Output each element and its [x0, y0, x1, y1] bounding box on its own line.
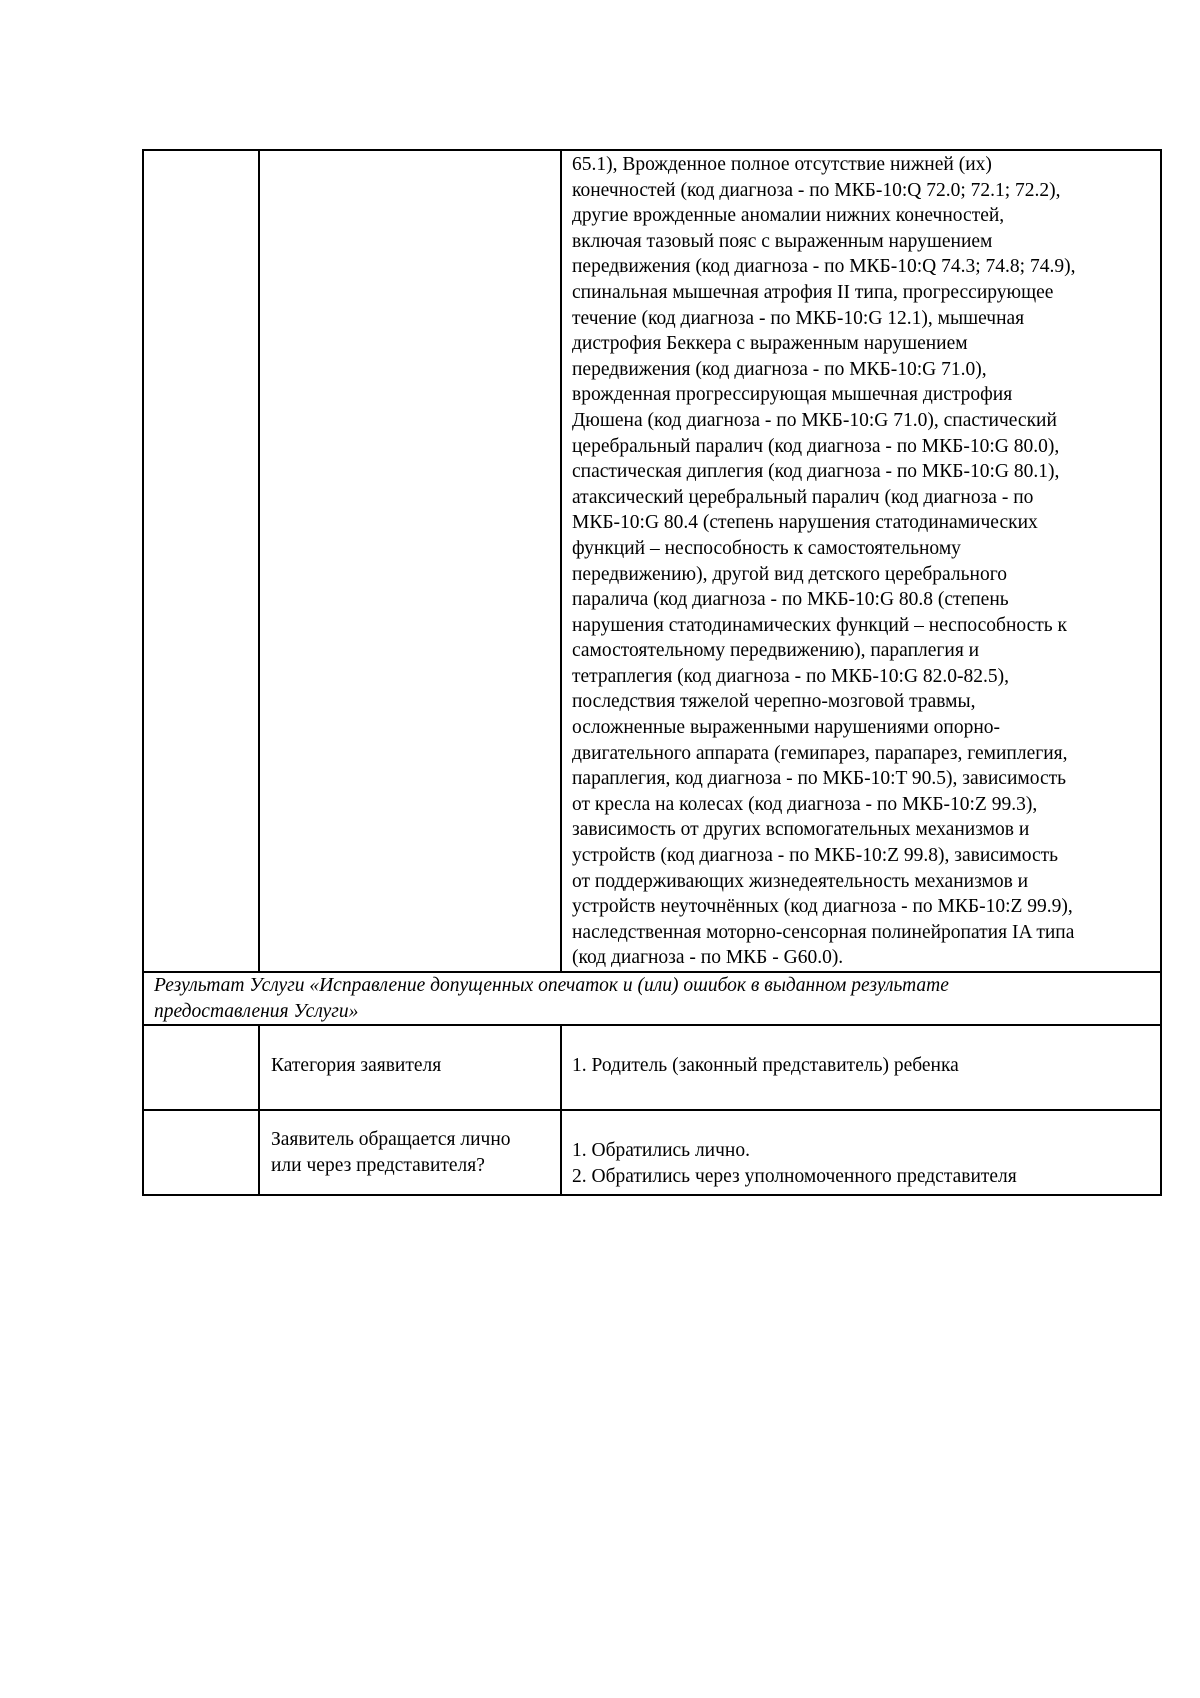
diagnoses-text: 65.1), Врожденное полное отсутствие нижней (их) конечностей (код диагноза - по МКБ-10:Q 72.0; 72.1; 72.2), другие врожденные аномалии нижних конечностей, включая тазовый пояс с выраженным нарушением передвижения (код диагноза - по МКБ-10:Q 74.3; 74.8; 74.9), спинальная мышечная атрофия II типа, прогрессирующее течение (код диагноза - по МКБ-10:G 12.1), мышечная дистрофия Беккера с выраженным нарушением передвижения (код диагноза - по МКБ-10:G 71.0), врожденная прогрессирующая мышечная дистрофия Дюшена (код диагноза - по МКБ-10:G 71.0), спастический церебральный паралич (код диагноза - по МКБ-10:G 80.0), спастическая диплегия (код диагноза - по МКБ-10:G 80.1), атаксический церебральный паралич (код диагноза - по МКБ-10:G 80.4 (степень нарушения статодинамических функций – неспособность к самостоятельному передвижению), другой вид детского церебрального паралича (код диагноза - по МКБ-10:G 80.8 (степень нарушения статодинамических функций – неспособность к самостоятельному передвижению), параплегия и тетраплегия (код диагноза - по МКБ-10:G 82.0-82.5), последствия тяжелой черепно-мозговой травмы, осложненные выраженными нарушениями опорно- двигательного аппарата (гемипарез, парапарез, гемиплегия, параплегия, код диагноза - по МКБ-10:T 90.5), зависимость от кресла на колесах (код диагноза - по МКБ-10:Z 99.3), зависимость от других вспомогательных механизмов и устройств (код диагноза - по МКБ-10:Z 99.8), зависимость от поддерживающих жизнедеятельность механизмов и устройств неуточнённых (код диагноза - по МКБ-10:Z 99.9), наследственная моторно-сенсорная полинейропатия IA типа (код диагноза - по МКБ - G60.0).	[572, 154, 1076, 969]
empty-cell	[143, 1025, 259, 1110]
row-value: 1. Обратились лично. 2. Обратились через уполномоченного представителя	[572, 1140, 1017, 1187]
row-label-cell	[259, 1110, 561, 1195]
empty-cell	[143, 1110, 259, 1195]
table-row	[143, 1025, 1161, 1110]
row-label: Заявитель обращается лично или через представителя?	[271, 1129, 511, 1176]
section-header-row	[143, 972, 1161, 1025]
table-row	[143, 1110, 1161, 1195]
service-criteria-table	[142, 149, 1162, 1196]
diagnoses-row	[143, 150, 1161, 972]
row-label-cell	[259, 1025, 561, 1110]
row-label: Категория заявителя	[271, 1055, 442, 1077]
row-value-cell	[561, 1025, 1161, 1110]
diagnoses-cell	[561, 150, 1161, 972]
section-header-cell	[143, 972, 1161, 1025]
row-value: 1. Родитель (законный представитель) ребенка	[572, 1055, 959, 1077]
empty-cell	[259, 150, 561, 972]
row-value-cell	[561, 1110, 1161, 1195]
section-title: Результат Услуги «Исправление допущенных опечаток и (или) ошибок в выданном результате предоставления Услуги»	[154, 975, 949, 1022]
empty-cell	[143, 150, 259, 972]
